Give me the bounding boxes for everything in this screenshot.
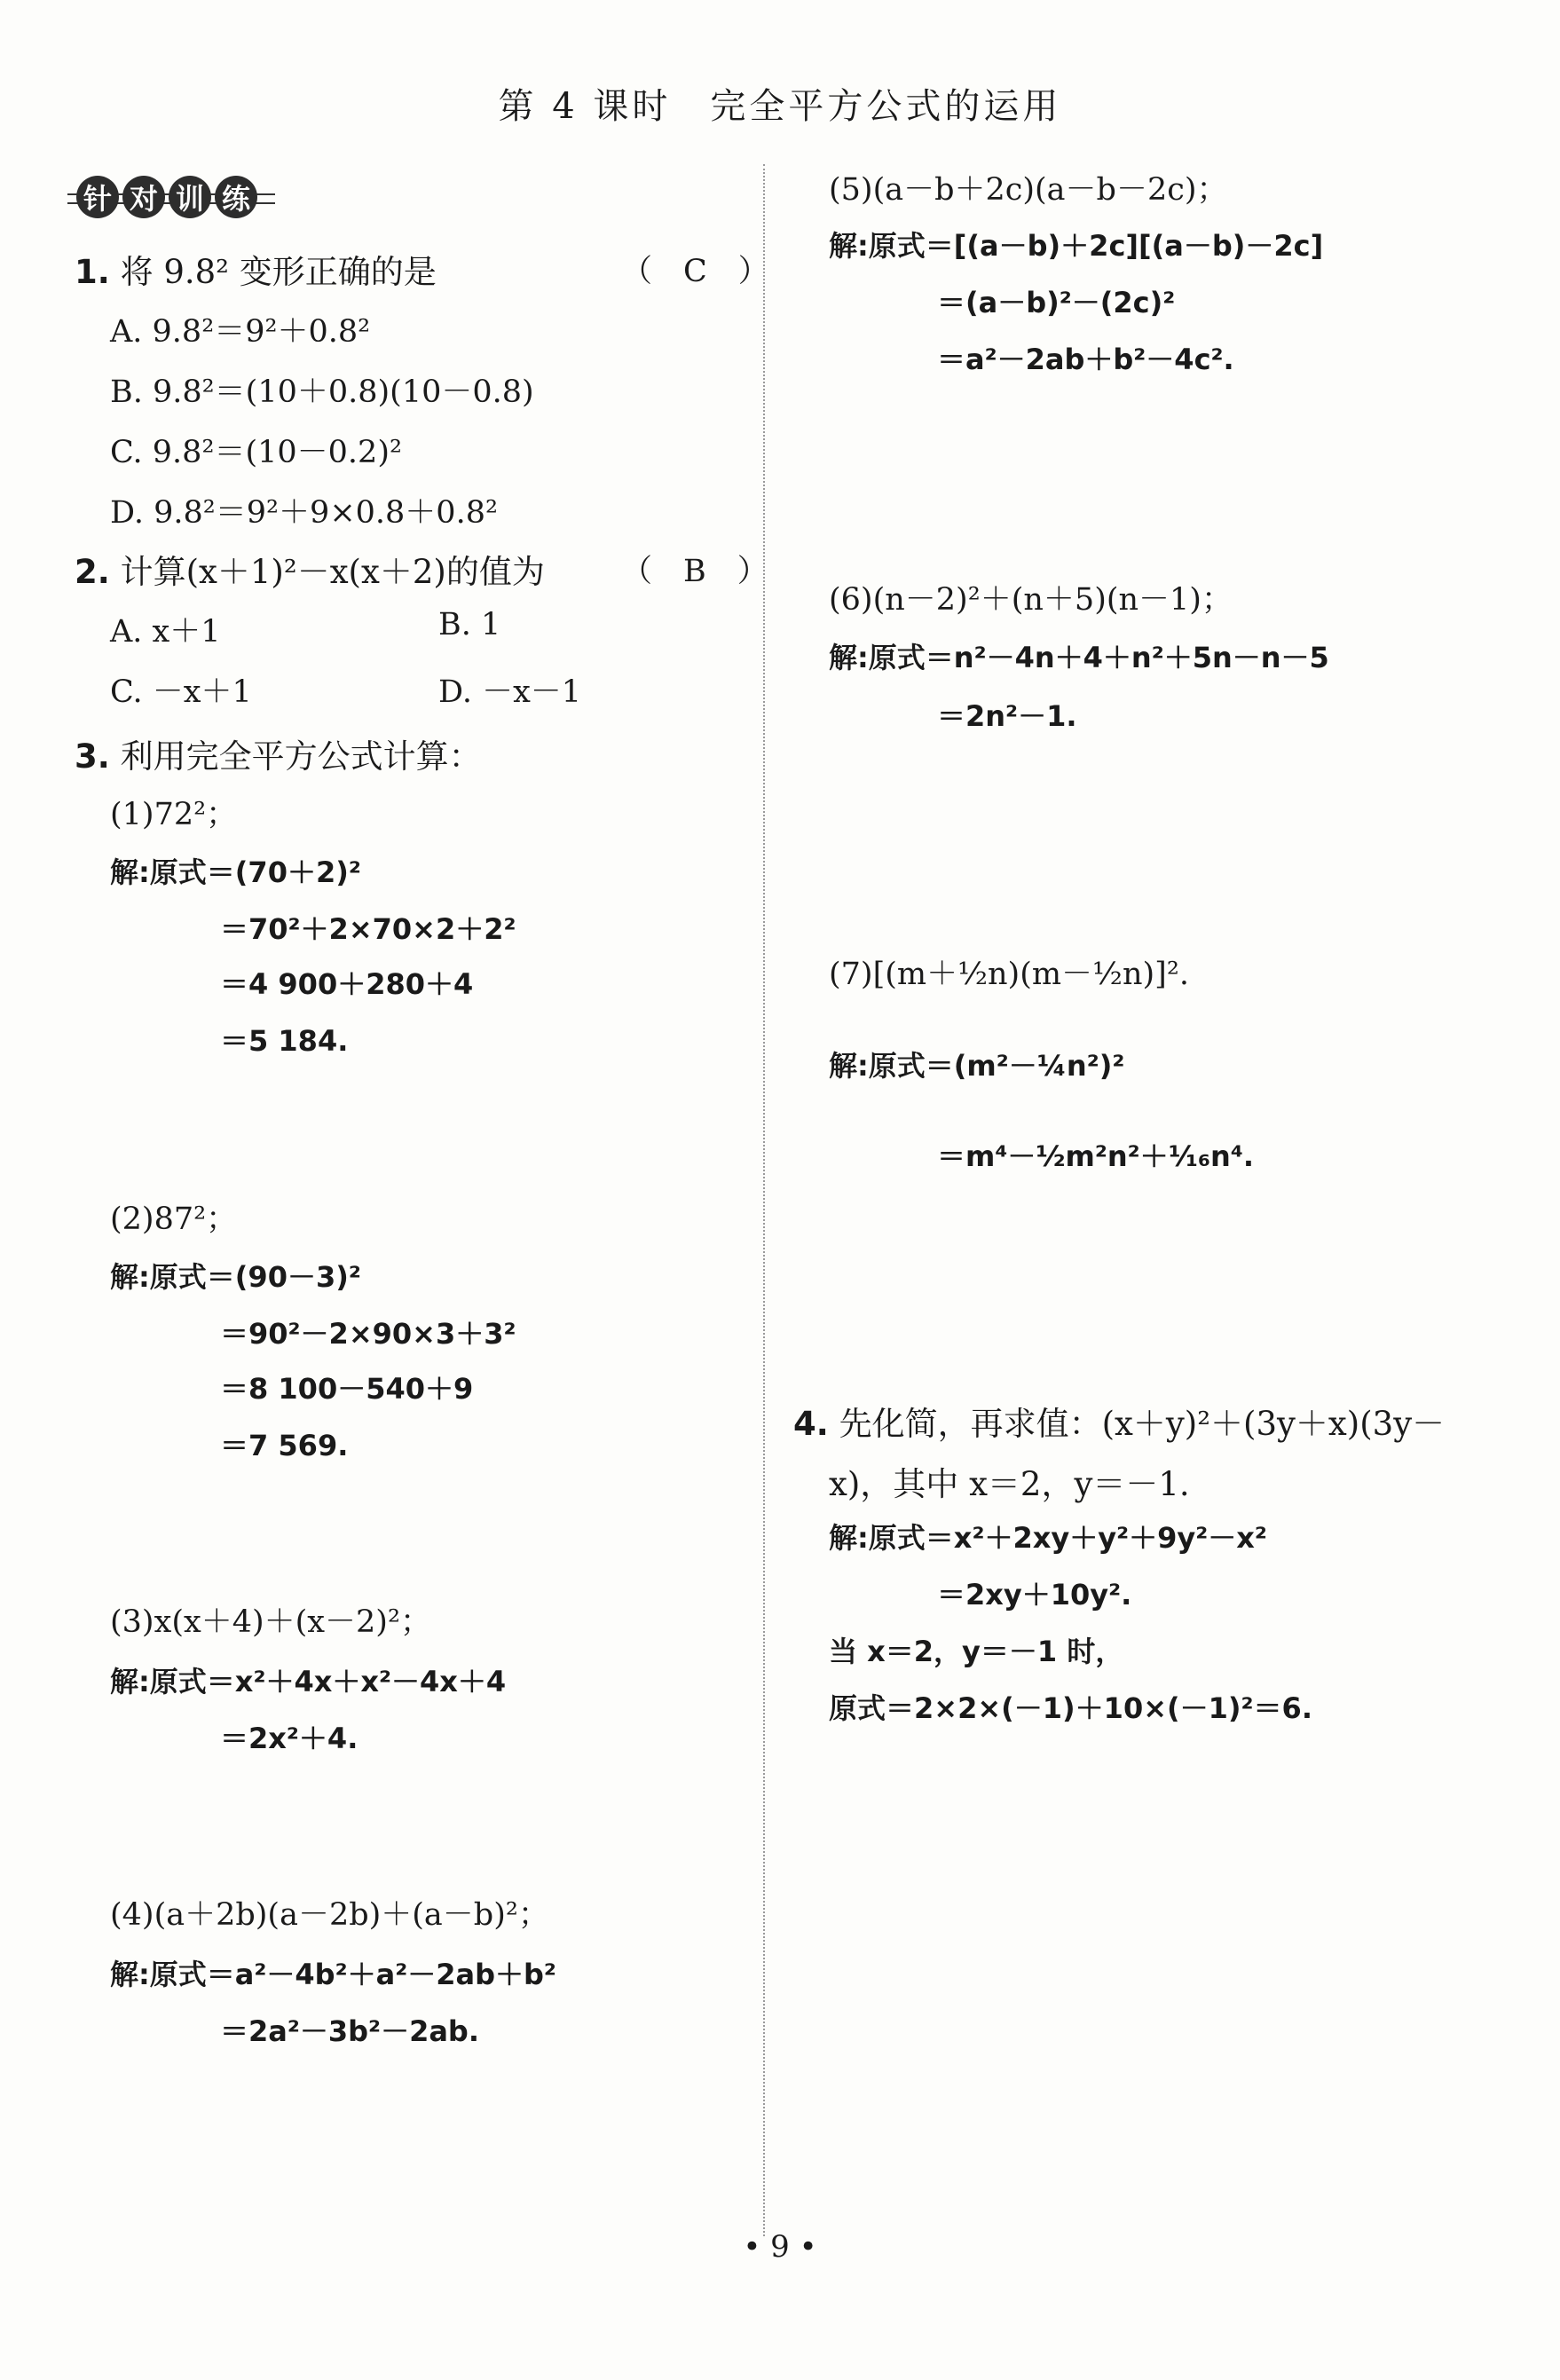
q3-part6-label: (6)(n－2)²＋(n＋5)(n－1)； — [829, 582, 1233, 618]
q4-number: 4. — [793, 1405, 829, 1443]
page-number: • 9 • — [743, 2229, 817, 2265]
q3-part7-line: 解:原式＝(m²－¼n²)² — [829, 1049, 1125, 1083]
q3-part2-line: 解:原式＝(90－3)² — [110, 1260, 361, 1294]
q1-option-b: B. 9.8²＝(10＋0.8)(10－0.8) — [110, 374, 534, 410]
q3-part2-line: ＝90²－2×90×3＋3² — [220, 1317, 516, 1351]
q3-part7-label: (7)[(m＋½n)(m－½n)]². — [829, 957, 1189, 992]
q2-answer: （ B ） — [621, 554, 768, 589]
q3-part1-line: ＝70²＋2×70×2＋2² — [220, 912, 516, 946]
banner-char: 训 — [169, 176, 211, 218]
q4-line: 原式＝2×2×(－1)＋10×(－1)²＝6. — [829, 1691, 1312, 1725]
section-banner — [76, 174, 261, 220]
banner-char: 对 — [122, 176, 165, 218]
q3-part4-line: ＝2a²－3b²－2ab. — [220, 2014, 479, 2048]
q3-part6-line: 解:原式＝n²－4n＋4＋n²＋5n－n－5 — [829, 641, 1329, 674]
q2-option-a: A. x＋1 — [110, 614, 221, 650]
q1-text: 将 9.8² 变形正确的是 — [120, 253, 437, 291]
q1-stem — [75, 245, 437, 293]
q1-option-c: C. 9.8²＝(10－0.2)² — [110, 435, 403, 470]
q1-option-d: D. 9.8²＝9²＋9×0.8＋0.8² — [110, 495, 499, 531]
q2-option-d: D. －x－1 — [438, 674, 582, 710]
q3-part3-line: ＝2x²＋4. — [220, 1722, 358, 1755]
q3-part3-label: (3)x(x＋4)＋(x－2)²； — [110, 1604, 431, 1640]
q3-part5-label: (5)(a－b＋2c)(a－b－2c)； — [829, 172, 1228, 208]
q2-text: 计算(x＋1)²－x(x＋2)的值为 — [120, 553, 545, 591]
q3-part1-line: 解:原式＝(70＋2)² — [110, 855, 361, 889]
q3-part1-label: (1)72²； — [110, 797, 238, 832]
q3-part5-line: 解:原式＝[(a－b)＋2c][(a－b)－2c] — [829, 229, 1324, 263]
q4-line: 当 x＝2，y＝－1 时， — [829, 1635, 1124, 1668]
q3-part1-line: ＝5 184. — [220, 1024, 349, 1058]
q3-number: 3. — [75, 737, 110, 776]
q3-part4-line: 解:原式＝a²－4b²＋a²－2ab＋b² — [110, 1958, 556, 1991]
q2-option-c: C. －x＋1 — [110, 674, 252, 710]
q3-part1-line: ＝4 900＋280＋4 — [220, 967, 474, 1001]
q1-number: 1. — [75, 253, 110, 291]
q4-line: 解:原式＝x²＋2xy＋y²＋9y²－x² — [829, 1521, 1267, 1555]
banner-char: 针 — [76, 176, 119, 218]
page-title: 第 4 课时 完全平方公式的运用 — [498, 86, 1062, 127]
column-divider — [763, 164, 765, 2236]
q4-text-line1: 先化简，再求值：(x＋y)²＋(3y＋x)(3y－ — [839, 1405, 1446, 1443]
q3-part2-line: ＝7 569. — [220, 1429, 349, 1462]
q4-stem — [793, 1397, 1445, 1445]
q1-answer: （ C ） — [621, 254, 769, 289]
q3-part3-line: 解:原式＝x²＋4x＋x²－4x＋4 — [110, 1665, 507, 1698]
q2-number: 2. — [75, 553, 110, 591]
q3-part2-line: ＝8 100－540＋9 — [220, 1372, 474, 1406]
q3-part7-line: ＝m⁴－½m²n²＋¹⁄₁₆n⁴. — [937, 1139, 1254, 1173]
q3-part2-label: (2)87²； — [110, 1202, 238, 1237]
q3-part4-label: (4)(a＋2b)(a－2b)＋(a－b)²； — [110, 1897, 549, 1933]
q3-part5-line: ＝(a－b)²－(2c)² — [937, 286, 1176, 319]
q4-line: ＝2xy＋10y². — [937, 1578, 1132, 1612]
q2-option-b: B. 1 — [438, 607, 501, 642]
q2-stem — [75, 545, 545, 593]
q4-text-line2: x)，其中 x＝2，y＝－1. — [829, 1465, 1190, 1503]
q3-stem — [75, 729, 482, 777]
q3-part5-line: ＝a²－2ab＋b²－4c². — [937, 343, 1234, 376]
q1-option-a: A. 9.8²＝9²＋0.8² — [110, 314, 371, 350]
banner-char: 练 — [215, 176, 257, 218]
q3-part6-line: ＝2n²－1. — [937, 699, 1077, 733]
q3-text: 利用完全平方公式计算： — [120, 737, 482, 776]
